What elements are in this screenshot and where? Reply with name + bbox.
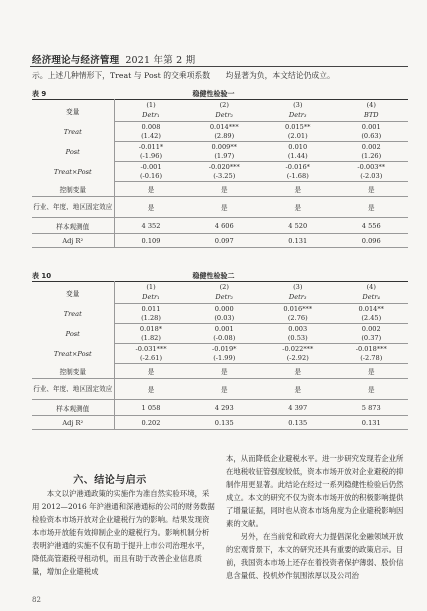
- coef-cell: 0.010: [288, 142, 308, 151]
- coef-cell: 0.018*: [139, 324, 163, 333]
- r2-cell: 0.096: [335, 234, 409, 248]
- se-cell: (-1.99): [188, 354, 262, 364]
- issue-label: 2021 年第 2 期: [125, 55, 196, 66]
- se-cell: (-2.78): [335, 354, 409, 364]
- table9-colnum: (3): [293, 100, 303, 109]
- table9-colnum: (2): [219, 100, 229, 109]
- row-var-post: Post: [65, 329, 80, 338]
- coef-cell: 0.001: [361, 122, 381, 131]
- control-cell: 是: [188, 364, 262, 379]
- fe-cell: 是: [114, 379, 188, 400]
- row-var-post: Post: [65, 147, 80, 156]
- table9-var-header: 变量: [32, 100, 114, 122]
- obs-cell: 4 397: [261, 400, 335, 416]
- se-cell: (-0.16): [114, 172, 188, 182]
- body-column-right: 本，从而降低企业避税水平。进一步研究发现若企业所在地税收征管强度较低，资本市场开放对企业避税的抑制作用更显著。此结论在经过一系列稳健性检验后仍然成立。本文的研究不仅为资本市场开放的积极影响提供了增量证据，同时也从资本市场角度为企业避税影响因素的文献。 另外，在当前党和政府大力提倡深化金融领域开放的宏观背景下，本文的研究还具有重要的政策启示。目前，我国资本市场上还存在着投资者保护薄弱、股价信息含量低、投机炒作氛围浓厚以及公司治: [226, 454, 404, 580]
- se-cell: (-2.61): [114, 354, 188, 364]
- table-row: [32, 304, 408, 314]
- row-var-treat-post: Treat×Post: [53, 167, 92, 176]
- control-cell: 是: [188, 182, 262, 197]
- se-cell: (0.53): [261, 334, 335, 344]
- fe-cell: 是: [261, 197, 335, 218]
- se-cell: (1.97): [188, 152, 262, 162]
- header-rule: [30, 66, 408, 67]
- fe-cell: 是: [188, 197, 262, 218]
- table-row: [32, 234, 408, 248]
- fe-cell: 是: [261, 379, 335, 400]
- coef-cell: 0.002: [361, 142, 381, 151]
- se-cell: (1.28): [114, 314, 188, 324]
- table-row: [32, 324, 408, 334]
- table-row: [32, 162, 408, 172]
- se-cell: (-1.96): [114, 152, 188, 162]
- coef-cell: -0.018***: [355, 344, 387, 353]
- control-cell: 是: [114, 182, 188, 197]
- page-number: 82: [32, 596, 41, 604]
- table-row: [32, 182, 408, 197]
- coef-cell: -0.019*: [212, 344, 237, 353]
- table10-var-header: 变量: [32, 282, 114, 304]
- se-cell: (2.76): [261, 314, 335, 324]
- obs-cell: 5 873: [335, 400, 409, 416]
- control-cell: 是: [335, 182, 409, 197]
- se-cell: (2.01): [261, 132, 335, 142]
- section-title: 六、结论与启示: [73, 475, 147, 486]
- coef-cell: 0.014***: [209, 122, 239, 131]
- control-cell: 是: [261, 364, 335, 379]
- row-var-treat: Treat: [63, 309, 82, 318]
- fe-cell: 是: [188, 379, 262, 400]
- coef-cell: -0.031***: [135, 344, 167, 353]
- obs-cell: 4 606: [188, 218, 262, 234]
- se-cell: (2.89): [188, 132, 262, 142]
- fe-cell: 是: [114, 197, 188, 218]
- fe-label: 行业、年度、地区固定效应: [32, 379, 114, 400]
- table-row: [32, 416, 408, 430]
- table9-number: 表 9: [32, 90, 47, 98]
- running-header: [32, 52, 195, 66]
- table-row: [32, 122, 408, 132]
- se-cell: (-2.03): [335, 172, 409, 182]
- table-row: [32, 379, 408, 400]
- table10-colvar: Detr₁: [142, 293, 160, 302]
- coef-cell: -0.016*: [285, 162, 310, 171]
- coef-cell: -0.001: [140, 162, 162, 171]
- obs-cell: 4 556: [335, 218, 409, 234]
- row-var-treat: Treat: [63, 127, 82, 136]
- r2-cell: 0.135: [261, 416, 335, 430]
- coef-cell: -0.011*: [138, 142, 164, 151]
- r2-cell: 0.135: [188, 416, 262, 430]
- control-cell: 是: [114, 364, 188, 379]
- obs-cell: 1 058: [114, 400, 188, 416]
- r2-label: Adj R²: [32, 234, 114, 248]
- coef-cell: -0.020***: [208, 162, 240, 171]
- table10-colnum: (4): [366, 282, 376, 291]
- control-cell: 是: [335, 364, 409, 379]
- coef-cell: 0.003: [288, 324, 308, 333]
- table10: [32, 281, 408, 430]
- r2-cell: 0.097: [188, 234, 262, 248]
- fe-cell: 是: [335, 197, 409, 218]
- coef-cell: 0.002: [361, 324, 381, 333]
- table9-colvar: BTD: [363, 111, 379, 120]
- coef-cell: -0.003**: [357, 162, 386, 171]
- table10-colnum: (1): [146, 282, 156, 291]
- coef-cell: 0.008: [141, 122, 161, 131]
- se-cell: (-2.92): [261, 354, 335, 364]
- r2-cell: 0.131: [335, 416, 409, 430]
- table10-colvar: Detr₄: [362, 293, 381, 302]
- r2-cell: 0.131: [261, 234, 335, 248]
- table9-colnum: (1): [146, 100, 156, 109]
- table10-colnum: (2): [219, 282, 229, 291]
- table9-colvar: Detr₃: [288, 111, 307, 120]
- table10-colnum: (3): [293, 282, 303, 291]
- coef-cell: 0.011: [141, 304, 161, 313]
- obs-cell: 4 293: [188, 400, 262, 416]
- se-cell: (2.45): [335, 314, 409, 324]
- coef-cell: 0.001: [214, 324, 234, 333]
- table10-number: 表 10: [32, 272, 52, 280]
- fe-cell: 是: [335, 379, 409, 400]
- table-row: [32, 218, 408, 234]
- table-row: [32, 344, 408, 354]
- control-cell: 是: [261, 182, 335, 197]
- se-cell: (-3.25): [188, 172, 262, 182]
- r2-cell: 0.202: [114, 416, 188, 430]
- table9-colnum: (4): [366, 100, 376, 109]
- r2-label: Adj R²: [32, 416, 114, 430]
- table-row: [32, 142, 408, 152]
- table10-colvar: Detr₃: [288, 293, 307, 302]
- se-cell: (1.82): [114, 334, 188, 344]
- table9-title: 稳健性检验一: [192, 90, 235, 98]
- table-row: [32, 400, 408, 416]
- coef-cell: 0.000: [214, 304, 234, 313]
- obs-cell: 4 520: [261, 218, 335, 234]
- se-cell: (0.03): [188, 314, 262, 324]
- se-cell: (0.37): [335, 334, 409, 344]
- table-row: [32, 197, 408, 218]
- control-label: 控制变量: [32, 364, 114, 379]
- coef-cell: 0.014**: [358, 304, 384, 313]
- obs-cell: 4 352: [114, 218, 188, 234]
- coef-cell: -0.022***: [282, 344, 314, 353]
- coef-cell: 0.016***: [283, 304, 313, 313]
- coef-cell: 0.015**: [285, 122, 311, 131]
- table10-colvar: Detr₂: [215, 293, 234, 302]
- r2-cell: 0.109: [114, 234, 188, 248]
- se-cell: (-0.08): [188, 334, 262, 344]
- table9: [32, 99, 408, 248]
- table9-colvar: Detr₂: [215, 111, 234, 120]
- table10-title: 稳健性检验二: [192, 272, 235, 280]
- intro-paragraph: 示。上述几种情形下，Treat 与 Post 的交乘项系数 均显著为负，本文结论仍成立。: [32, 71, 335, 80]
- obs-label: 样本观测值: [32, 400, 114, 416]
- se-cell: (1.42): [114, 132, 188, 142]
- se-cell: (-1.68): [261, 172, 335, 182]
- coef-cell: 0.009**: [211, 142, 237, 151]
- row-var-treat-post: Treat×Post: [53, 349, 92, 358]
- body-column-left: 本文以沪港通政策的实施作为准自然实验环境，采用 2012—2016 年沪港通和深港通标的公司的财务数据检验资本市场开放对企业避税行为的影响。结果发现资本市场开放能有效抑制企业的避税行为。影响机制分析表明沪港通的实施不仅有助于提升上市公司治理水平，降低高管避税寻租动机，而且有助于改善企业信息质量，增加企业避税成: [32, 489, 215, 576]
- control-label: 控制变量: [32, 182, 114, 197]
- journal-name: 经济理论与经济管理: [32, 55, 120, 66]
- table-row: [32, 364, 408, 379]
- se-cell: (1.26): [335, 152, 409, 162]
- fe-label: 行业、年度、地区固定效应: [32, 197, 114, 218]
- table9-colvar: Detr₁: [142, 111, 160, 120]
- obs-label: 样本观测值: [32, 218, 114, 234]
- se-cell: (1.44): [261, 152, 335, 162]
- se-cell: (0.63): [335, 132, 409, 142]
